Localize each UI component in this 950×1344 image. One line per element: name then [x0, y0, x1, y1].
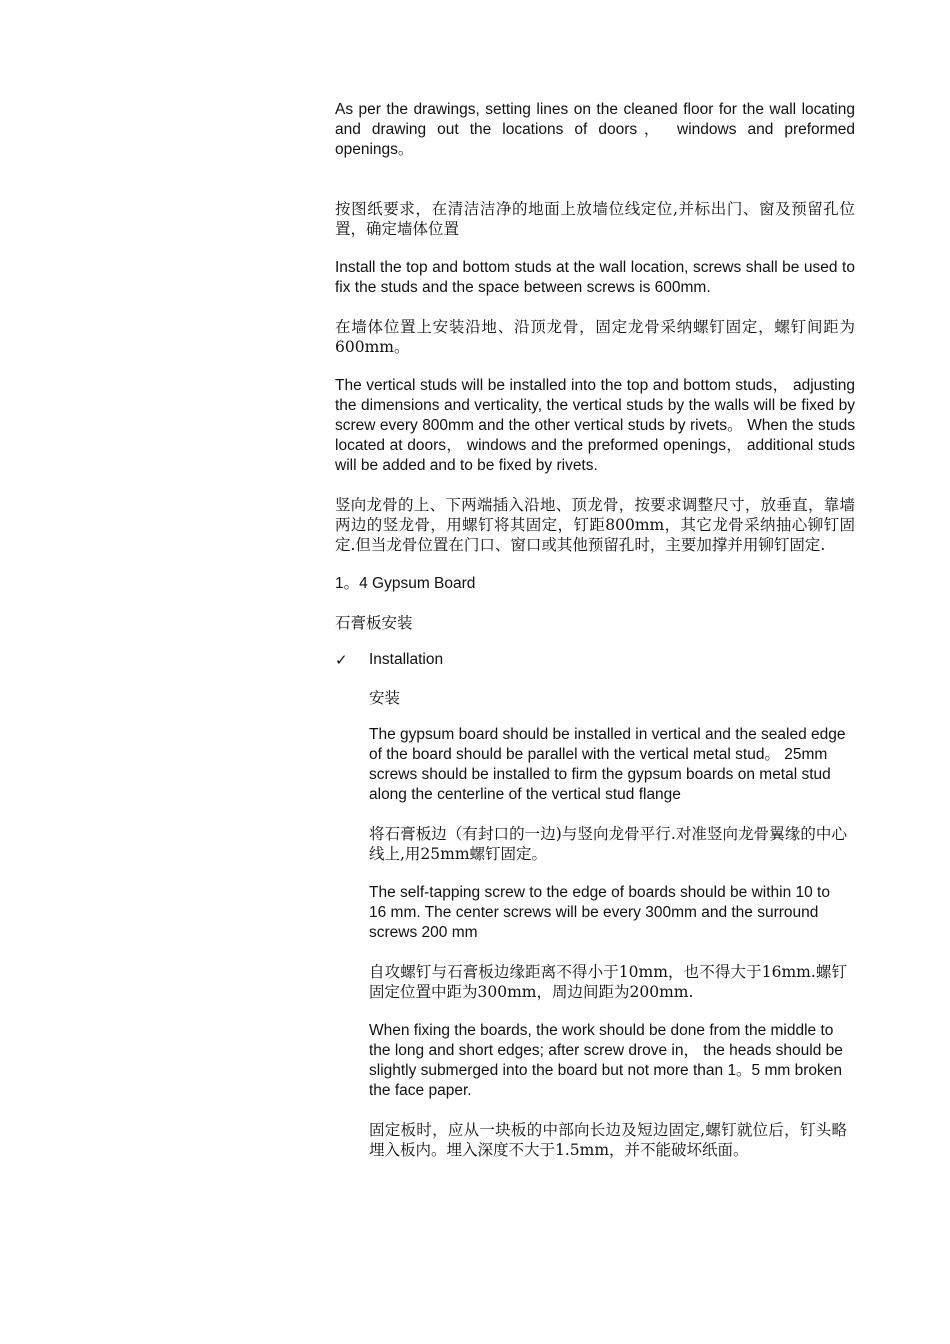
installation-fixing-order-zh: 固定板时，应从一块板的中部向长边及短边固定,螺钉就位后，钉头略埋入板内。埋入深度不大于1.5mm，并不能破坏纸面。 — [369, 1121, 847, 1159]
installation-screw-spacing-en: The self-tapping screw to the edge of boards should be within 10 to 16 mm. The center screws will be every 300mm and the surround screws 200 mm — [369, 884, 830, 941]
paragraph-vertical-studs-en: The vertical studs will be installed into the top and bottom studs， adjusting the dimensions and verticality, the vertical studs by the walls will be fixed by screw every 800mm and the other vertical studs by rivets。 When the studs located at doors， windows and the preformed openings， additional studs will be added and to be fixed by rivets. — [335, 377, 855, 474]
installation-title-zh: 安装 — [369, 689, 401, 707]
paragraph-setting-lines-zh: 按图纸要求，在清洁洁净的地面上放墙位线定位,并标出门、窗及预留孔位置，确定墙体位置 — [335, 200, 855, 238]
paragraph-setting-lines-en: As per the drawings, setting lines on the cleaned floor for the wall locating and drawing out the locations of doors， windows and preformed openings。 — [335, 101, 855, 158]
paragraph-top-bottom-studs-zh: 在墙体位置上安装沿地、沿顶龙骨，固定龙骨采纳螺钉固定，螺钉间距为600mm。 — [335, 318, 855, 356]
paragraph-top-bottom-studs-en: Install the top and bottom studs at the wall location, screws shall be used to fix the studs and the space between screws is 600mm. — [335, 259, 855, 296]
installation-item — [335, 650, 855, 670]
section-title-zh: 石膏板安装 — [335, 614, 413, 632]
installation-screw-spacing-zh: 自攻螺钉与石膏板边缘距离不得小于10mm，也不得大于16mm.螺钉固定位置中距为300mm，周边间距为200mm. — [369, 963, 847, 1001]
paragraph-vertical-studs-zh: 竖向龙骨的上、下两端插入沿地、顶龙骨，按要求调整尺寸，放垂直，靠墙两边的竖龙骨，用螺钉将其固定，钉距800mm，其它龙骨采纳抽心铆钉固定.但当龙骨位置在门口、窗口或其他预留孔时，主要加撑并用铆钉固定. — [335, 496, 855, 554]
installation-title-en: Installation — [369, 651, 444, 668]
document-page — [335, 100, 855, 1160]
installation-fixing-order-en: When fixing the boards, the work should be done from the middle to the long and short edges; after screw drove in， the heads should be slightly submerged into the board but not more than 1。5 mm broken the face paper. — [369, 1022, 843, 1099]
installation-vertical-boards-zh: 将石膏板边（有封口的一边)与竖向龙骨平行.对准竖向龙骨翼缘的中心线上,用25mm螺钉固定。 — [369, 825, 847, 863]
checkmark-icon: ✓ — [335, 651, 348, 669]
section-title-en: 1。4 Gypsum Board — [335, 575, 476, 592]
installation-body — [369, 688, 855, 1160]
installation-vertical-boards-en: The gypsum board should be installed in vertical and the sealed edge of the board should be parallel with the vertical metal stud。 25mm screws should be installed to firm the gypsum boards on metal stud along the centerline of the vertical stud flange — [369, 726, 846, 803]
